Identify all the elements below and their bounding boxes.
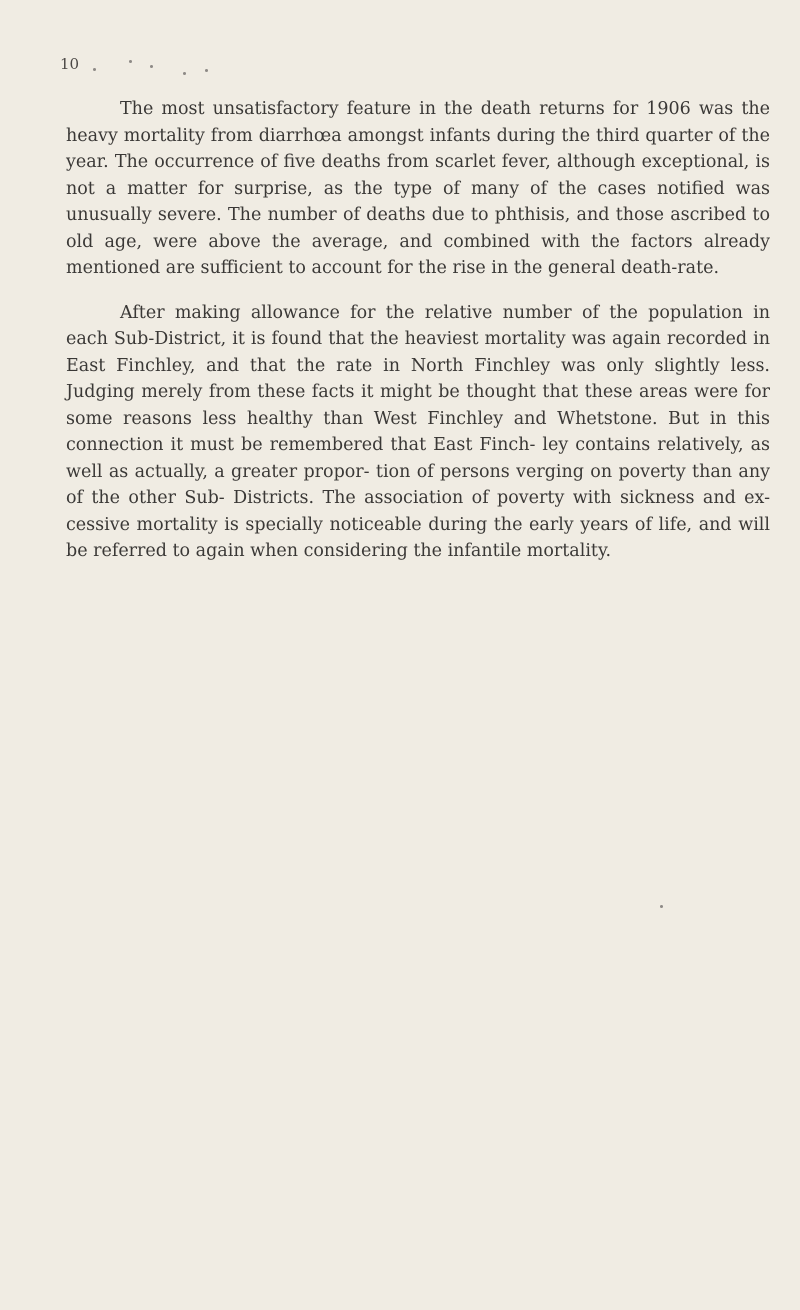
print-speck: [129, 60, 132, 63]
body-text: [66, 96, 770, 565]
print-speck: [183, 72, 186, 75]
print-speck: [150, 65, 153, 68]
paragraph: The most unsatisfactory feature in the death returns for 1906 was the heavy mortality from diarrhœa amongst infants during the third quarter of the year. The occurrence of five deaths from scarlet fever, although exceptional, is not a matter for surprise, as the type of many of the cases notified was unusually severe. The number of deaths due to phthisis, and those ascribed to old age, were above the average, and combined with the factors already mentioned are sufficient to account for the rise in the general death-rate.: [66, 99, 770, 278]
print-speck: [660, 905, 663, 908]
paragraph: After making allowance for the relative number of the population in each Sub-District, it is found that the heaviest mortality was again recorded in East Finchley, and that the rate in North Finchley was only slightly less. Judging merely from these facts it might be thought that these areas were for some reasons less healthy than West Finchley and Whetstone. But in this connection it must be remembered that East Finch- ley contains relatively, as well as actually, a greater propor- tion of persons verging on poverty than any of the other Sub- Districts. The association of poverty with sickness and ex- cessive mortality is specially noticeable during the early years of life, and will be referred to again when considering the infantile mortality.: [66, 302, 770, 561]
print-speck: [205, 69, 208, 72]
page-number: 10: [60, 55, 80, 73]
print-speck: [93, 68, 96, 71]
